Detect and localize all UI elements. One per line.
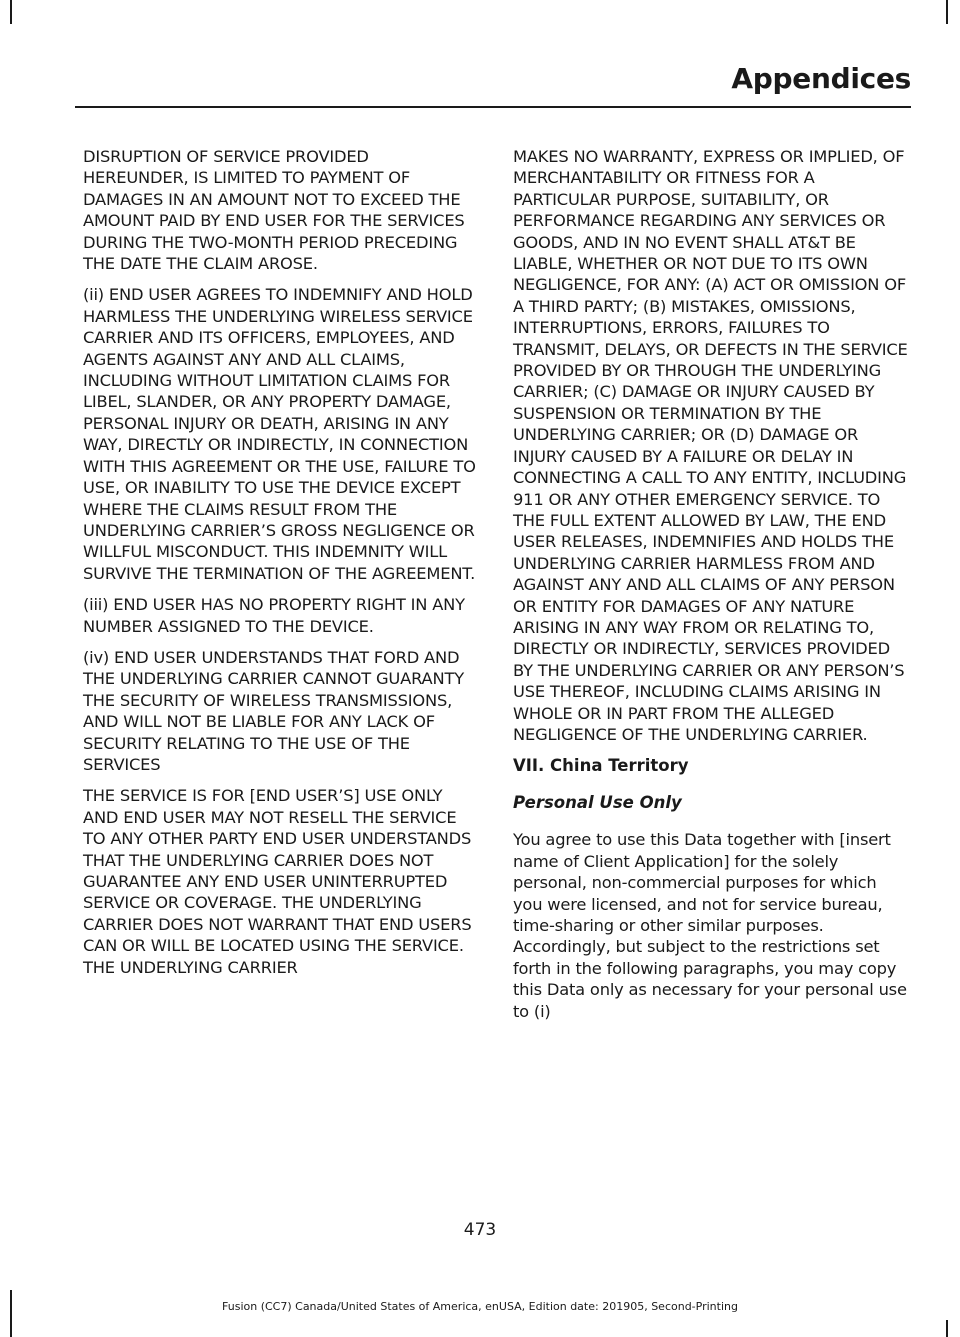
paragraph: (iv) END USER UNDERSTANDS THAT FORD AND THE UNDERLYING CARRIER CANNOT GUARANTY THE SECURITY OF WIRELESS TRANSMISSIONS, AND WILL NOT BE LIABLE FOR ANY LACK OF SECURITY RELATING TO THE USE OF THE SERVICES xyxy=(83,647,464,774)
section-heading: VII. China Territory xyxy=(513,756,689,776)
crop-mark-bottom-left xyxy=(10,1290,12,1337)
paragraph: (ii) END USER AGREES TO INDEMNIFY AND HOLD HARMLESS THE UNDERLYING WIRELESS SERVICE CARRIER AND ITS OFFICERS, EMPLOYEES, AND AGENTS AGAINST ANY AND ALL CLAIMS, INCLUDING WITHOUT LIMITATION CLAIMS FOR LIBEL, SLANDER, OR ANY PROPERTY DAMAGE, PERSONAL INJURY OR DEATH, ARISING IN ANY WAY, DIRECTLY OR INDIRECTLY, IN CONNECTION WITH THIS AGREEMENT OR THE USE, FAILURE TO USE, OR INABILITY TO USE THE DEVICE EXCEPT WHERE THE CLAIMS RESULT FROM THE UNDERLYING CARRIER’S GROSS NEGLIGENCE OR WILLFUL MISCONDUCT. THIS INDEMNITY WILL SURVIVE THE TERMINATION OF THE AGREEMENT. xyxy=(83,285,476,583)
section-title: Appendices xyxy=(731,62,911,95)
header-divider xyxy=(75,106,911,108)
paragraph: MAKES NO WARRANTY, EXPRESS OR IMPLIED, OF MERCHANTABILITY OR FITNESS FOR A PARTICULAR PURPOSE, SUITABILITY, OR PERFORMANCE REGARDING ANY SERVICES OR GOODS, AND IN NO EVENT SHALL AT&T BE LIABLE, WHETHER OR NOT DUE TO ITS OWN NEGLIGENCE, FOR ANY: (A) ACT OR OMISSION OF A THIRD PARTY; (B) MISTAKES, OMISSIONS, INTERRUPTIONS, ERRORS, FAILURES TO TRANSMIT, DELAYS, OR DEFECTS IN THE SERVICE PROVIDED BY OR THROUGH THE UNDERLYING CARRIER; (C) DAMAGE OR INJURY CAUSED BY SUSPENSION OR TERMINATION BY THE UNDERLYING CARRIER; OR (D) DAMAGE OR INJURY CAUSED BY A FAILURE OR DELAY IN CONNECTING A CALL TO ANY ENTITY, INCLUDING 911 OR ANY OTHER EMERGENCY SERVICE. TO THE FULL EXTENT ALLOWED BY LAW, THE END USER RELEASES, INDEMNIFIES AND HOLDS THE UNDERLYING CARRIER HARMLESS FROM AND AGAINST ANY AND ALL CLAIMS OF ANY PERSON OR ENTITY FOR DAMAGES OF ANY NATURE ARISING IN ANY WAY FROM OR RELATING TO, DIRECTLY OR INDIRECTLY, SERVICES PROVIDED BY THE UNDERLYING CARRIER OR ANY PERSON’S USE THEREOF, INCLUDING CLAIMS ARISING IN WHOLE OR IN PART FROM THE ALLEGED NEGLIGENCE OF THE UNDERLYING CARRIER. xyxy=(513,147,908,744)
crop-mark-top-right xyxy=(946,0,948,24)
left-column xyxy=(83,146,479,988)
paragraph: (iii) END USER HAS NO PROPERTY RIGHT IN ANY NUMBER ASSIGNED TO THE DEVICE. xyxy=(83,595,465,636)
paragraph: THE SERVICE IS FOR [END USER’S] USE ONLY AND END USER MAY NOT RESELL THE SERVICE TO ANY OTHER PARTY END USER UNDERSTANDS THAT THE UNDERLYING CARRIER DOES NOT GUARANTEE ANY END USER UNINTERRUPTED SERVICE OR COVERAGE. THE UNDERLYING CARRIER DOES NOT WARRANT THAT END USERS CAN OR WILL BE LOCATED USING THE SERVICE. THE UNDERLYING CARRIER xyxy=(83,786,472,977)
crop-mark-bottom-right xyxy=(946,1320,948,1337)
paragraph: DISRUPTION OF SERVICE PROVIDED HEREUNDER, IS LIMITED TO PAYMENT OF DAMAGES IN AN AMOUNT NOT TO EXCEED THE AMOUNT PAID BY END USER FOR THE SERVICES DURING THE TWO-MONTH PERIOD PRECEDING THE DATE THE CLAIM AROSE. xyxy=(83,147,465,274)
right-column xyxy=(513,146,909,1032)
paragraph: You agree to use this Data together with [insert name of Client Application] for the solely personal, non-commercial purposes for which you were licensed, and not for service bureau, time-sharing or other similar purposes. Accordingly, but subject to the restrictions set forth in the following paragraphs, you may copy this Data only as necessary for your personal use to (i) xyxy=(513,830,907,1021)
footer-edition-info: Fusion (CC7) Canada/United States of America, enUSA, Edition date: 201905, Second-Printing xyxy=(222,1300,738,1313)
subsection-heading: Personal Use Only xyxy=(513,793,682,813)
page-number: 473 xyxy=(463,1220,497,1240)
crop-mark-top-left xyxy=(10,0,12,24)
